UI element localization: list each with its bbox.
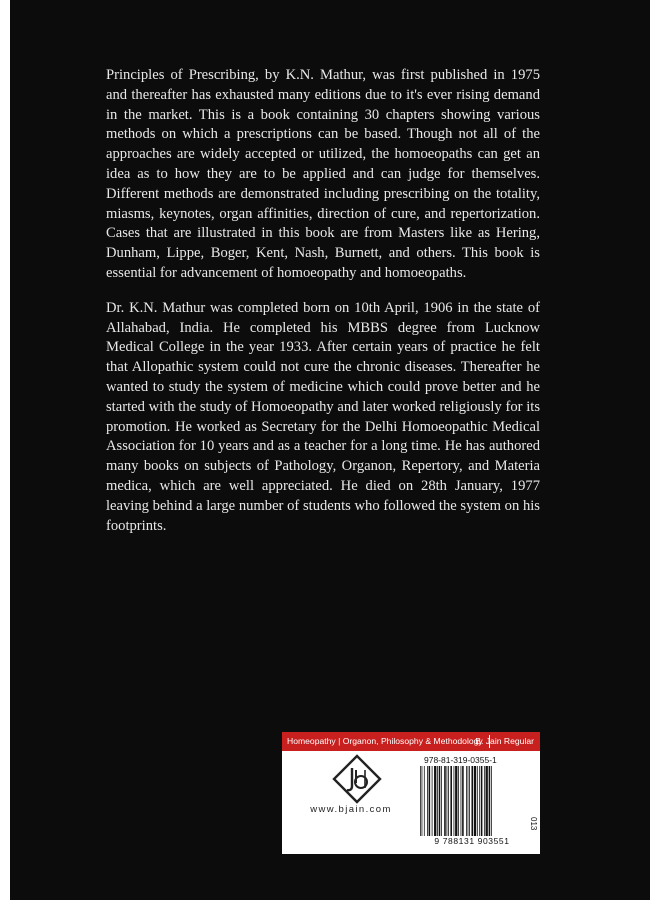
barcode-bar bbox=[469, 766, 470, 836]
barcode-bar bbox=[461, 766, 462, 836]
barcode-bar bbox=[427, 766, 428, 836]
isbn-text: 978-81-319-0355-1 bbox=[424, 755, 497, 765]
barcode-bar bbox=[455, 766, 457, 836]
category-label: Homeopathy | Organon, Philosophy & Methodology bbox=[287, 736, 483, 746]
barcode-bar bbox=[489, 766, 491, 836]
barcode-bar bbox=[432, 766, 433, 836]
publisher-website: www.bjain.com bbox=[310, 804, 392, 815]
barcode-bar bbox=[437, 766, 438, 836]
barcode-number: 9 788131 903551 bbox=[434, 836, 510, 846]
barcode-bar bbox=[471, 766, 473, 836]
barcode-bar bbox=[484, 766, 485, 836]
barcode-bar bbox=[474, 766, 476, 836]
barcode-bar bbox=[479, 766, 480, 836]
barcode-bar bbox=[424, 766, 425, 836]
barcode-bar bbox=[466, 766, 467, 836]
barcode-bar bbox=[420, 766, 421, 836]
barcode-bar bbox=[477, 766, 478, 836]
barcode-bar bbox=[439, 766, 441, 836]
barcode-bar bbox=[491, 766, 492, 836]
barcode-bar bbox=[448, 766, 449, 836]
imprint-label: B. Jain Regular bbox=[475, 736, 534, 746]
barcode-bar bbox=[434, 766, 436, 836]
book-description bbox=[106, 66, 540, 551]
barcode-bar bbox=[444, 766, 446, 836]
barcode-bar bbox=[447, 766, 448, 836]
barcode-box bbox=[282, 732, 540, 854]
barcode-bar bbox=[458, 766, 459, 836]
barcode-bar bbox=[441, 766, 442, 836]
barcode-bar bbox=[486, 766, 488, 836]
barcode-bar bbox=[450, 766, 452, 836]
barcode-bar bbox=[468, 766, 469, 836]
barcode-bar bbox=[454, 766, 455, 836]
price-code: 013 bbox=[529, 817, 538, 831]
author-biography-paragraph: Dr. K.N. Mathur was completed born on 10th April, 1906 in the state of Allahabad, India. He completed his MBBS degree from Lucknow Medical College in the year 1933. After certain years of practice he felt that Allopathic system could not cure the chronic diseases. Thereafter he wanted to study the system of medicine which could prove better and he started with the study of Homoeopathy and later worked religiously for its promotion. He worked as Secretary for the Delhi Homoeopathic Medical Association for 10 years and as a teacher for a long time. He has authored many books on subjects of Pathology, Organon, Repertory, and Materia medica, which are well appreciated. He died on 28th January, 1977 leaving behind a large number of students who followed the system on his footprints. bbox=[106, 299, 540, 534]
barcode-bars bbox=[420, 766, 524, 836]
barcode-bar bbox=[429, 766, 431, 836]
barcode-bar bbox=[462, 766, 464, 836]
publisher-logo-icon bbox=[332, 754, 382, 804]
barcode-bar bbox=[422, 766, 423, 836]
barcode-bar bbox=[481, 766, 483, 836]
category-strip bbox=[282, 732, 540, 751]
description-paragraph: Principles of Prescribing, by K.N. Mathur, was first published in 1975 and thereafter has exhausted many editions due to it's ever rising demand in the market. This is a book containing 30 chapters showing various methods on which a prescriptions can be based. Though not all of the approaches are widely accepted or utilized, the homoeopaths can get an idea as to how they are to be applied and can judge for themselves. Different methods are demonstrated including prescribing on the totality, miasms, keynotes, organ affinities, direction of cure, and repertorization. Cases that are illustrated in this book are from Masters like as Hering, Dunham, Lippe, Boger, Kent, Nash, Burnett, and others. This book is essential for advancement of homoeopathy and homoeopaths. bbox=[106, 67, 540, 281]
